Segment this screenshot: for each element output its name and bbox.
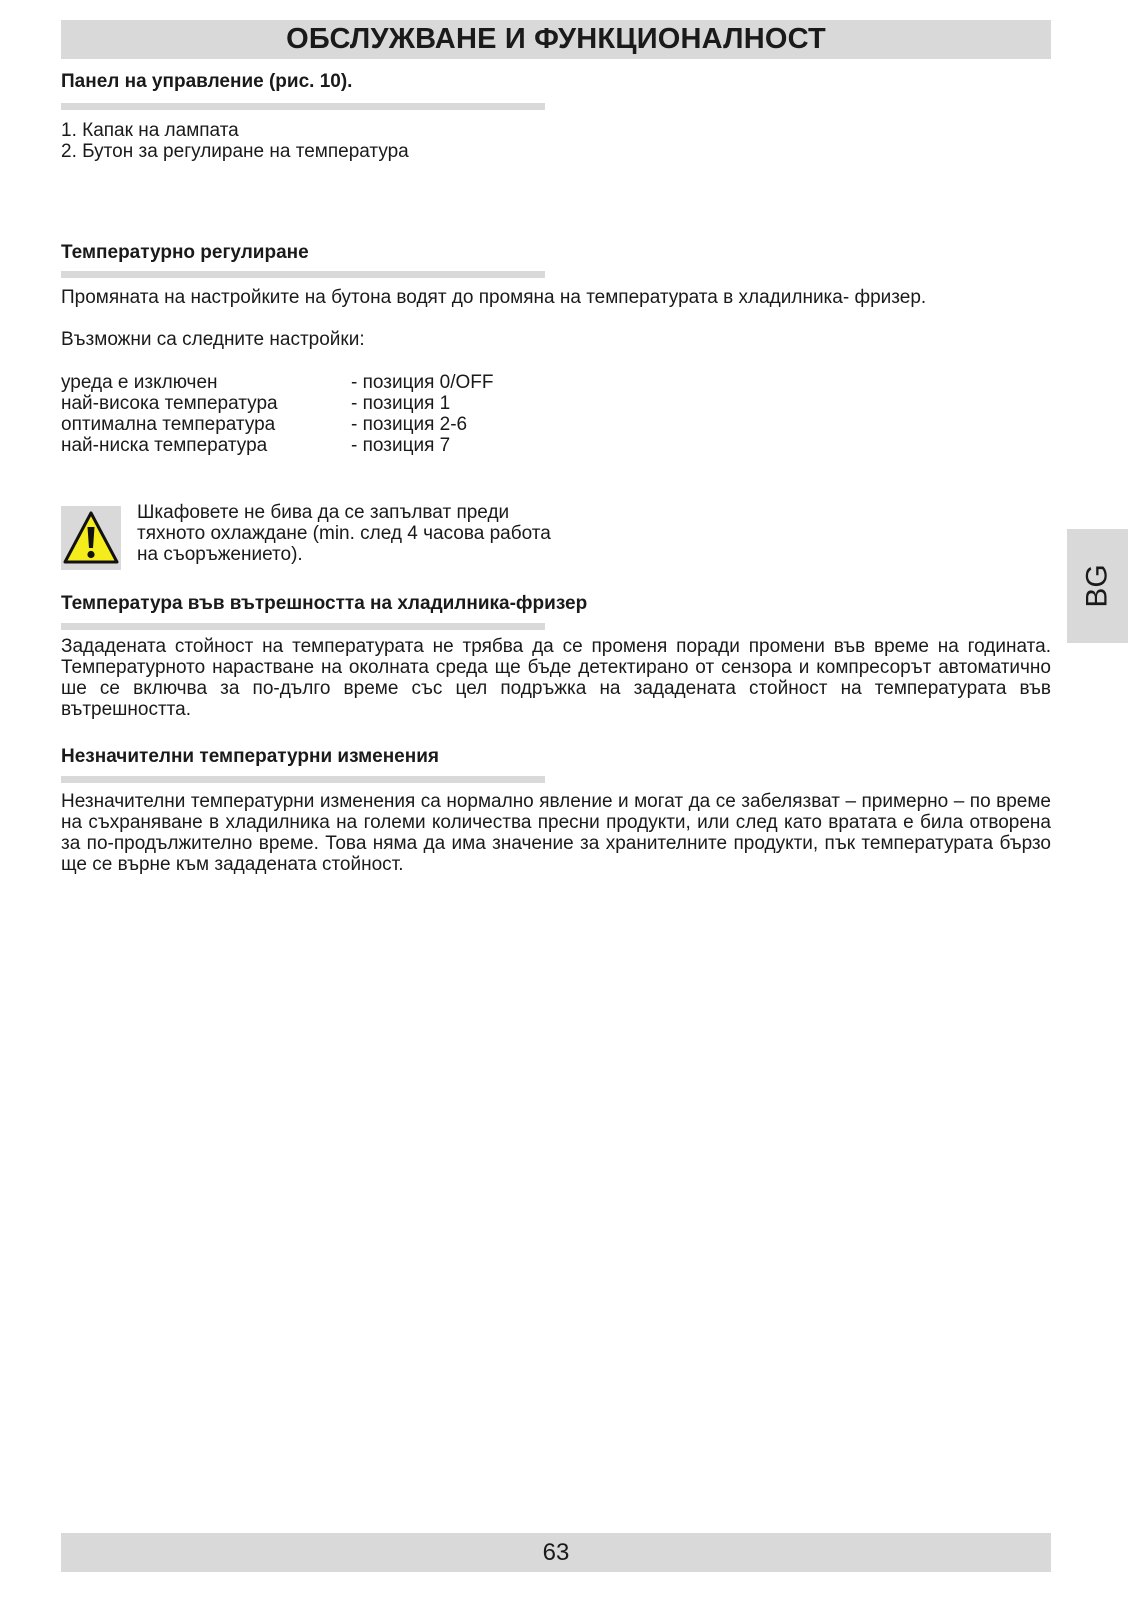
control-panel-section: [61, 70, 1051, 162]
settings-row: [61, 435, 1051, 456]
minor-changes-heading: Незначителни температурни изменения: [61, 746, 439, 767]
temperature-regulation-section: [61, 241, 1051, 456]
warning-triangle-icon: [62, 509, 120, 567]
setting-value: - позиция 1: [351, 393, 451, 414]
list-item: 1. Капак на лампата: [61, 120, 239, 141]
setting-label: най-ниска температура: [61, 435, 268, 456]
control-panel-heading: Панел на управление (рис. 10).: [61, 71, 353, 92]
warning-line: Шкафовете не бива да се запълват преди: [137, 502, 510, 523]
setting-value: - позиция 7: [351, 435, 451, 456]
inside-temperature-paragraph: Зададената стойност на температурата не трябва да се променя поради промени във време на годината. Температурното нарастване на околната среда ще бъде детектирано от сензора и компресорът автоматично ше се включва за по-дълго време със цел подръжка на зададената стойност на температурата във вътрешността.: [61, 636, 1051, 720]
warning-block: [61, 502, 551, 570]
settings-row: [61, 372, 1051, 393]
warning-icon-box: [61, 506, 121, 570]
warning-line: на съоръжението).: [137, 544, 303, 565]
settings-table: [61, 372, 1051, 456]
page-number: 63: [542, 1538, 570, 1566]
settings-row: [61, 393, 1051, 414]
inside-temperature-heading: Температура във вътрешността на хладилника-фризер: [61, 593, 588, 614]
temperature-regulation-heading: Температурно регулиране: [61, 242, 309, 263]
page-title: ОБСЛУЖВАНЕ И ФУНКЦИОНАЛНОСТ: [286, 23, 826, 55]
settings-intro: Възможни са следните настройки:: [61, 329, 365, 350]
section-rule: [61, 271, 545, 278]
control-panel-list: [61, 120, 1051, 162]
minor-changes-section: [61, 745, 1051, 875]
temperature-regulation-paragraph: Промяната на настройките на бутона водят до промяна на температурата в хладилника- фризер.: [61, 287, 927, 308]
setting-label: оптимална температура: [61, 414, 276, 435]
section-rule: [61, 103, 545, 110]
warning-line: тяхното охлаждане (min. след 4 часова работа: [137, 523, 551, 544]
inside-temperature-section: [61, 592, 1051, 720]
language-tab-label: BG: [1080, 564, 1114, 608]
warning-text: [137, 502, 551, 570]
list-item: 2. Бутон за регулиране на температура: [61, 141, 409, 162]
section-rule: [61, 623, 545, 630]
setting-label: най-висока температура: [61, 393, 278, 414]
setting-label: уреда е изключен: [61, 372, 218, 393]
language-tab: [1067, 529, 1128, 643]
setting-value: - позиция 0/OFF: [351, 372, 494, 393]
settings-row: [61, 414, 1051, 435]
minor-changes-paragraph: Незначителни температурни изменения са нормално явление и могат да се забелязват – примерно – по време на съхраняване в хладилника на големи количества пресни продукти, или след като вратата е била отворена за по-продължително време. Това няма да има значение за хранителните продукти, пък температурата бързо ще се върне към зададената стойност.: [61, 791, 1051, 875]
page-title-bar: [61, 20, 1051, 59]
setting-value: - позиция 2-6: [351, 414, 468, 435]
section-rule: [61, 776, 545, 783]
footer-bar: [61, 1533, 1051, 1572]
